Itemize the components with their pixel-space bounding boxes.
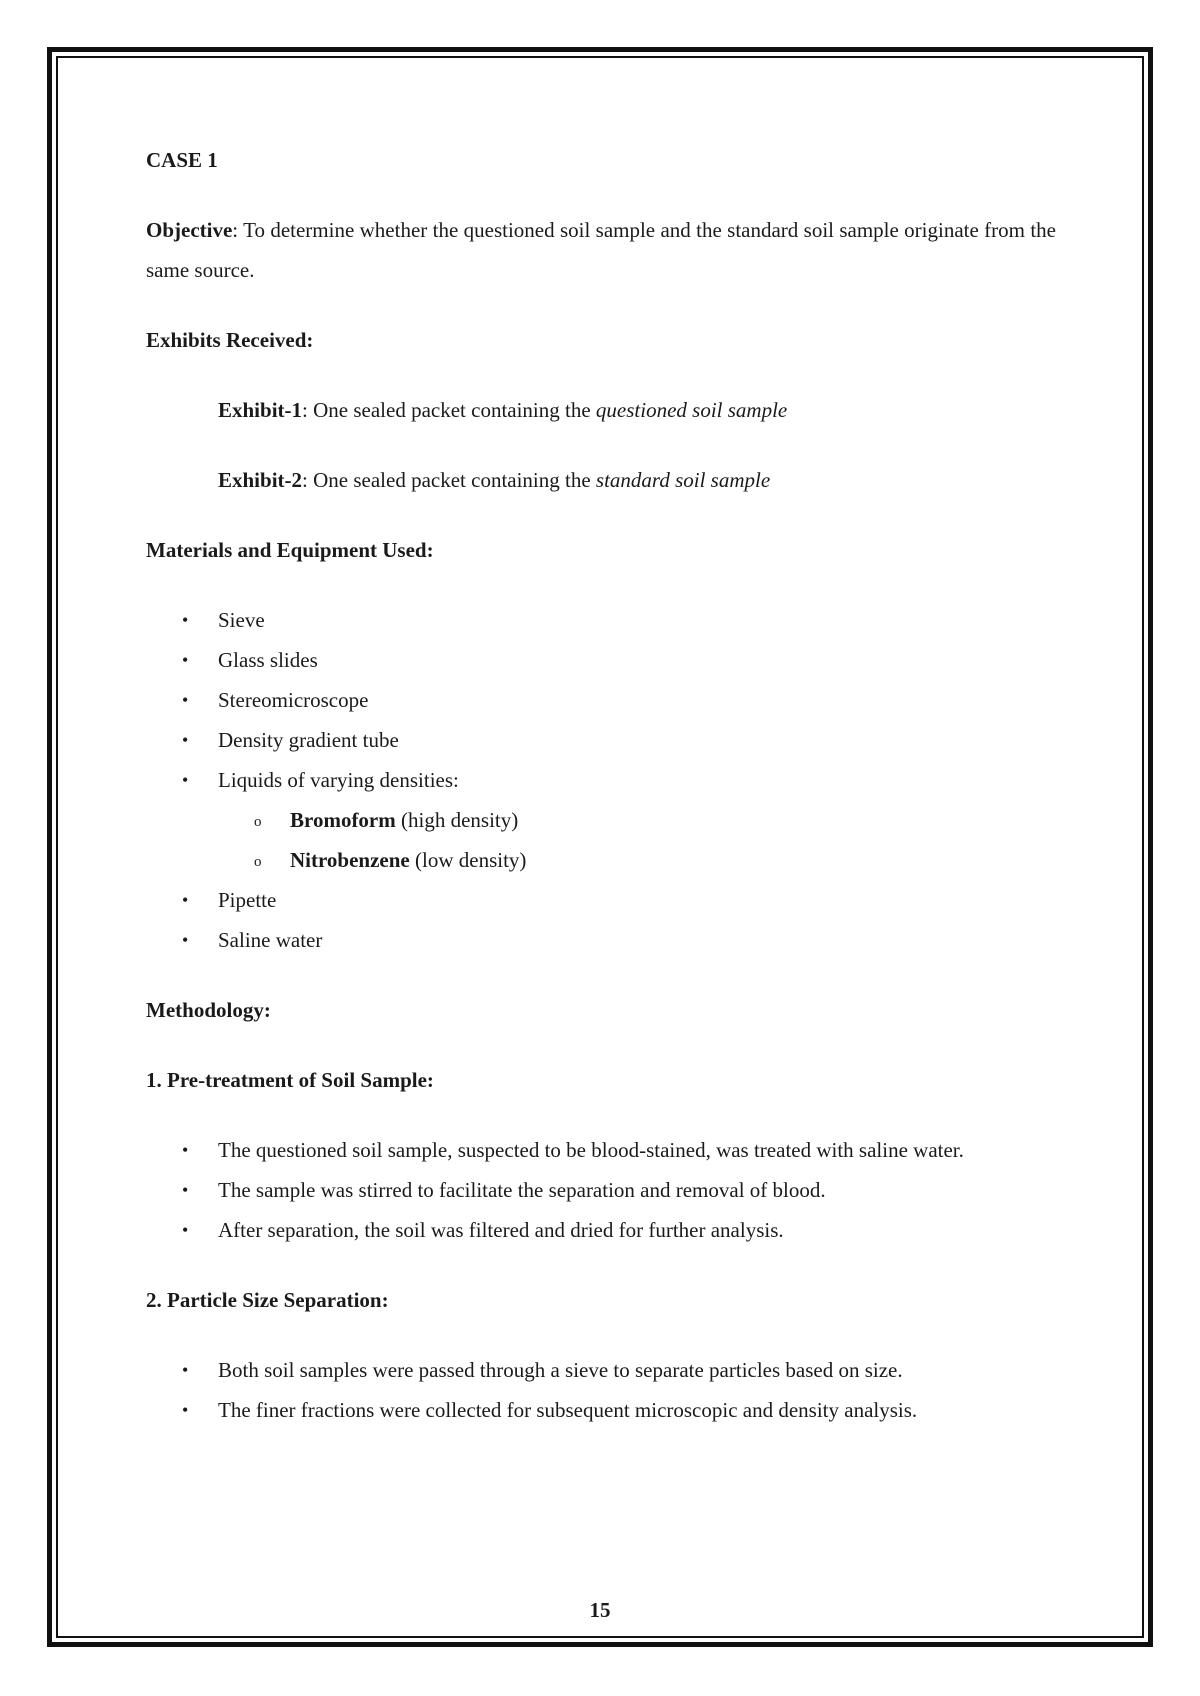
case-title: CASE 1	[146, 148, 218, 172]
bullet-icon: •	[182, 1220, 189, 1240]
bullet-icon: •	[182, 650, 189, 670]
bullet-icon: •	[182, 1360, 189, 1380]
bullet-icon: •	[182, 730, 189, 750]
list-item-text: The questioned soil sample, suspected to be blood-stained, was treated with saline water.	[218, 1138, 964, 1162]
materials-heading: Materials and Equipment Used:	[146, 538, 434, 562]
list-item-text: After separation, the soil was filtered and dried for further analysis.	[218, 1218, 784, 1242]
pretreatment-list	[146, 1130, 1056, 1250]
bullet-icon: •	[182, 1180, 189, 1200]
list-item	[146, 680, 1056, 720]
exhibit-emphasis: questioned soil sample	[595, 398, 788, 422]
list-item	[146, 1210, 1056, 1250]
liquids-sublist	[218, 800, 1056, 880]
pretreatment-heading: 1. Pre-treatment of Soil Sample:	[146, 1068, 434, 1092]
exhibit-text: : One sealed packet containing the	[302, 398, 596, 422]
bullet-icon: •	[182, 1400, 189, 1420]
bullet-icon: •	[182, 1140, 189, 1160]
exhibit-label: Exhibit-2	[218, 468, 303, 492]
list-item	[146, 720, 1056, 760]
list-item	[146, 880, 1056, 920]
particle-size-heading: 2. Particle Size Separation:	[146, 1288, 389, 1312]
bullet-icon: •	[182, 770, 189, 790]
list-item	[146, 1390, 1056, 1430]
page-number: 15	[589, 1598, 611, 1622]
list-item-text: Saline water	[218, 928, 323, 952]
objective-label: Objective	[146, 218, 233, 242]
particle-size-list	[146, 1350, 1056, 1430]
liquid-name: Bromoform	[290, 808, 396, 832]
objective-paragraph	[146, 210, 1056, 290]
methodology-heading: Methodology:	[146, 998, 271, 1022]
list-item-text: Sieve	[218, 608, 265, 632]
exhibit-label: Exhibit-1	[218, 398, 303, 422]
list-item	[146, 920, 1056, 960]
list-item-text: Liquids of varying densities:	[218, 768, 459, 792]
liquid-note: (high density)	[395, 808, 519, 832]
exhibit-item	[146, 460, 1056, 500]
circle-bullet-icon: o	[254, 854, 262, 870]
list-item	[146, 1350, 1056, 1390]
objective-text: : To determine whether the questioned soil sample and the standard soil sample originate from the same source.	[146, 218, 1056, 282]
list-item	[146, 1130, 1056, 1170]
materials-list	[146, 600, 1056, 960]
list-item-text: Pipette	[218, 888, 277, 912]
bullet-icon: •	[182, 690, 189, 710]
bullet-icon: •	[182, 930, 189, 950]
sublist-item	[218, 800, 1056, 840]
list-item	[146, 600, 1056, 640]
list-item	[146, 640, 1056, 680]
bullet-icon: •	[182, 890, 189, 910]
exhibit-item	[146, 390, 1056, 430]
list-item-text: The finer fractions were collected for subsequent microscopic and density analysis.	[218, 1398, 918, 1422]
list-item-text: The sample was stirred to facilitate the separation and removal of blood.	[218, 1178, 826, 1202]
exhibit-text: : One sealed packet containing the	[302, 468, 596, 492]
bullet-icon: •	[182, 610, 189, 630]
sublist-item	[218, 840, 1056, 880]
document-body	[146, 140, 1056, 1460]
list-item-text: Stereomicroscope	[218, 688, 369, 712]
list-item	[146, 1170, 1056, 1210]
list-item-text: Both soil samples were passed through a sieve to separate particles based on size.	[218, 1358, 903, 1382]
list-item-text: Glass slides	[218, 648, 318, 672]
liquid-name: Nitrobenzene	[290, 848, 410, 872]
exhibits-heading: Exhibits Received:	[146, 328, 314, 352]
exhibit-emphasis: standard soil sample	[595, 468, 771, 492]
circle-bullet-icon: o	[254, 814, 262, 830]
liquid-note: (low density)	[409, 848, 527, 872]
list-item	[146, 760, 1056, 880]
list-item-text: Density gradient tube	[218, 728, 399, 752]
